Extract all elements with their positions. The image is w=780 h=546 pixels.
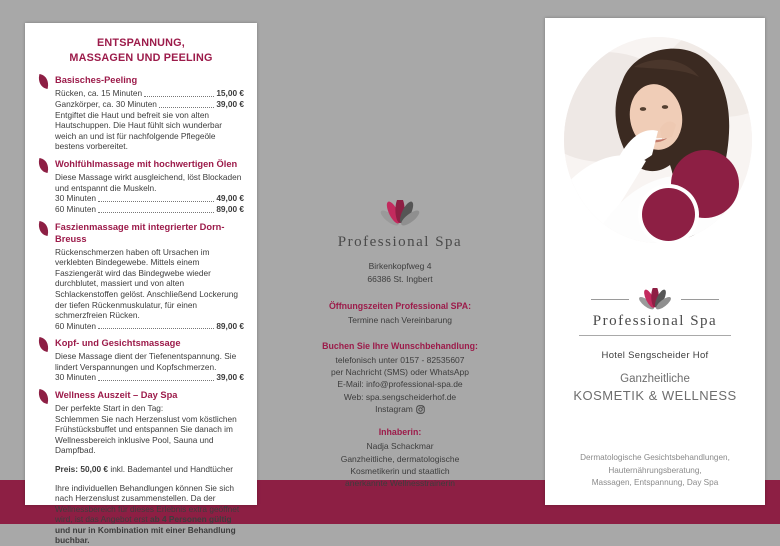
opening-hours-title: Öffnungszeiten Professional SPA: bbox=[328, 300, 472, 311]
service-title: Wellness Auszeit – Day Spa bbox=[55, 390, 178, 401]
leaf-bullet-icon bbox=[37, 221, 50, 236]
dot-leader bbox=[159, 107, 214, 108]
lotus-flower-icon bbox=[377, 200, 423, 227]
instagram-label: Instagram bbox=[375, 404, 413, 415]
logo-rule-right bbox=[681, 299, 719, 300]
owner-qualification-1: Ganzheitliche, dermatologische bbox=[340, 453, 460, 464]
owner-title: Inhaberin: bbox=[378, 427, 422, 438]
booking-web: Web: spa.sengscheiderhof.de bbox=[343, 391, 457, 402]
lotus-flower-icon bbox=[636, 288, 674, 311]
service-description: Schlemmen Sie nach Herzenslust vom köstlichen Frühstücksbuffet und entspannen Sie danach im Wellnessbereich inklusive Pool, Sauna und Dampfbad. bbox=[55, 413, 237, 456]
services-panel bbox=[25, 23, 257, 546]
dot-leader bbox=[144, 96, 214, 97]
heading-line2: MASSAGEN UND PEELING bbox=[69, 52, 213, 65]
services-line1: Dermatologische Gesichtsbehandlungen, bbox=[580, 453, 730, 462]
cover-services-list bbox=[545, 452, 765, 490]
cover-logo-block bbox=[545, 288, 765, 361]
price-row bbox=[55, 193, 244, 204]
service-section-basisches-peeling bbox=[55, 74, 244, 152]
services-line3: Massagen, Entspannung, Day Spa bbox=[591, 478, 719, 488]
leaf-bullet-icon bbox=[37, 74, 50, 89]
booking-note bbox=[55, 483, 244, 546]
service-section-wohlfuehlmassage bbox=[55, 158, 244, 215]
address-line2: 66386 St. Ingbert bbox=[367, 273, 433, 284]
service-section-kopf-gesichtsmassage bbox=[55, 337, 244, 383]
owner-info bbox=[280, 440, 520, 489]
dot-leader bbox=[98, 201, 214, 202]
price-value: 89,00 € bbox=[216, 320, 244, 331]
dot-leader bbox=[98, 380, 214, 381]
price-label: Ganzkörper, ca. 30 Minuten bbox=[55, 99, 157, 110]
services-panel-heading bbox=[35, 36, 247, 66]
owner-name: Nadja Schackmar bbox=[366, 441, 434, 452]
service-title: Kopf- und Gesichtsmassage bbox=[55, 338, 181, 349]
logo-rule-left bbox=[591, 299, 629, 300]
service-title: Faszienmassage mit integrierter Dorn-Breuss bbox=[55, 221, 225, 244]
tagline-line2: KOSMETIK & WELLNESS bbox=[573, 388, 737, 403]
service-section-faszienmassage bbox=[55, 221, 244, 332]
address-line1: Birkenkopfweg 4 bbox=[368, 261, 432, 271]
service-description: Entgiftet die Haut und befreit sie von alten Hautschuppen. Die Haut fühlt sich wunderbar weich an und ist für nachfolgende Pflegeöle bestens vorbereitet. bbox=[55, 109, 222, 152]
price-label: 60 Minuten bbox=[55, 203, 97, 214]
heading-line1: ENTSPANNUNG, bbox=[97, 37, 185, 49]
service-title: Basisches-Peeling bbox=[55, 75, 138, 86]
booking-note-normal: Ihre individuellen Behandlungen können Sie sich nach Herzenslust zusammenstellen. Da der Wellnessbereich für dieses Erlebnis extra geöffnet wird, ist das Angebot erst bbox=[55, 482, 240, 525]
hotel-name: Hotel Sengscheider Hof bbox=[601, 350, 709, 361]
booking-instagram bbox=[375, 403, 425, 415]
booking-info bbox=[280, 354, 520, 416]
leaf-bullet-icon bbox=[37, 158, 50, 173]
leaf-bullet-icon bbox=[37, 389, 50, 404]
price-value: 39,00 € bbox=[216, 372, 244, 383]
service-section-wellness-auszeit bbox=[55, 389, 244, 545]
owner-qualification-2: Kosmetikerin und staatlich bbox=[350, 466, 450, 476]
price-value: 39,00 € bbox=[216, 99, 244, 110]
dot-leader bbox=[98, 328, 214, 329]
price-label: 60 Minuten bbox=[55, 320, 97, 331]
service-description: Rückenschmerzen haben oft Ursachen im verklebten Bindegewebe. Mittels einem Fasziengerät wird das Bindegwebe wieder durchblutet, massiert und von alten Schlackenstoffen gelöst. Anschließend Lockerung der tiefen Rückenmuskulatur, für einen schmerzfreien Rücken. bbox=[55, 246, 238, 321]
tagline-line1: Ganzheitliche bbox=[620, 373, 690, 385]
price-summary-rest: inkl. Bademantel und Handtücher bbox=[108, 464, 234, 474]
booking-title: Buchen Sie Ihre Wunschbehandlung: bbox=[322, 340, 478, 351]
owner-qualification-3: anerkannte Wellnesstrainerin bbox=[345, 478, 455, 489]
services-line2: Hauternährungsberatung, bbox=[608, 465, 702, 475]
service-description-intro: Der perfekte Start in den Tag: bbox=[55, 403, 164, 414]
booking-sms: per Nachricht (SMS) oder WhatsApp bbox=[331, 367, 469, 378]
leaf-bullet-icon bbox=[37, 337, 50, 352]
price-value: 49,00 € bbox=[216, 193, 244, 204]
price-row bbox=[55, 321, 244, 332]
price-row bbox=[55, 372, 244, 383]
price-row bbox=[55, 204, 244, 215]
price-summary-bold: Preis: 50,00 € bbox=[55, 464, 109, 474]
logo-row bbox=[545, 288, 765, 311]
opening-hours-text: Termine nach Vereinbarung bbox=[348, 314, 452, 325]
brand-name: Professional Spa bbox=[592, 313, 718, 329]
price-label: Rücken, ca. 15 Minuten bbox=[55, 88, 143, 99]
service-description: Diese Massage dient der Tiefenentspannung. Sie lindert Verspannungen und Kopfschmerzen. bbox=[55, 351, 237, 372]
price-label: 30 Minuten bbox=[55, 372, 97, 383]
instagram-icon bbox=[416, 405, 425, 414]
price-row bbox=[55, 99, 244, 110]
price-value: 15,00 € bbox=[216, 88, 244, 99]
booking-email: E-Mail: info@professional-spa.de bbox=[337, 379, 463, 390]
dot-leader bbox=[98, 212, 214, 213]
price-summary bbox=[55, 464, 244, 475]
decorative-circle-small bbox=[642, 188, 695, 241]
price-value: 89,00 € bbox=[216, 203, 244, 214]
contact-panel bbox=[280, 200, 520, 490]
service-title: Wohlfühlmassage mit hochwertigen Ölen bbox=[55, 158, 238, 169]
brand-underline bbox=[579, 335, 731, 336]
cover-tagline bbox=[545, 373, 765, 403]
price-row bbox=[55, 88, 244, 99]
price-label: 30 Minuten bbox=[55, 193, 97, 204]
brand-name: Professional Spa bbox=[337, 234, 463, 250]
booking-note-bold: ab 4 Personen gültig und nur in Kombination mit einer Behandlung buchbar. bbox=[55, 514, 236, 546]
booking-phone: telefonisch unter 0157 - 82535607 bbox=[335, 354, 465, 365]
cover-panel bbox=[545, 18, 765, 505]
address bbox=[280, 260, 520, 286]
service-description: Diese Massage wirkt ausgleichend, löst Blockaden und entspannt die Muskeln. bbox=[55, 172, 242, 193]
